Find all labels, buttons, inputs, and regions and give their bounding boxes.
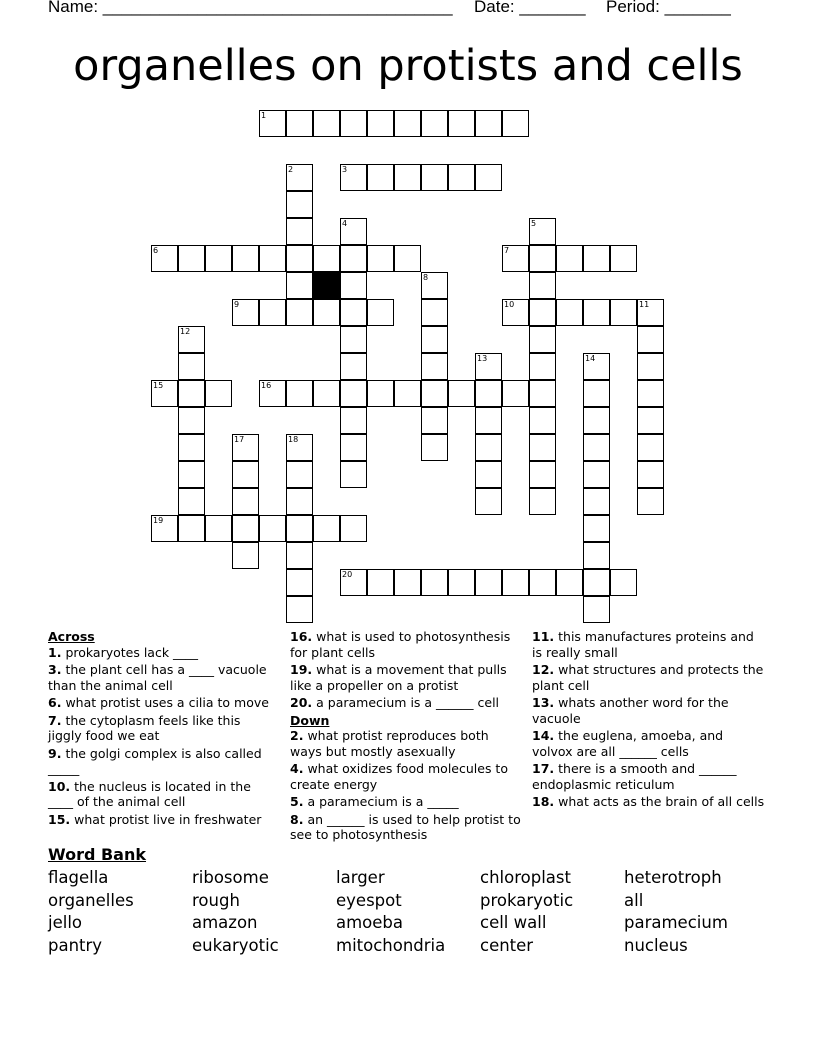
clue-number: 1. [48, 644, 62, 660]
crossword-cell[interactable] [394, 380, 421, 407]
clue-column-1 [48, 629, 273, 829]
across-clue [290, 695, 522, 711]
word-bank-item: nucleus [624, 935, 688, 955]
crossword-cell[interactable] [529, 326, 556, 353]
crossword-cell[interactable] [583, 245, 610, 272]
crossword-cell[interactable] [421, 434, 448, 461]
across-clue [48, 695, 273, 711]
clue-text: what is a movement that pulls like a propeller on a protist [290, 662, 507, 693]
crossword-cell[interactable] [502, 110, 529, 137]
word-bank-item: organelles [48, 890, 134, 910]
clue-number-label: 9 [234, 300, 240, 309]
crossword-cell[interactable] [205, 245, 232, 272]
crossword-cell[interactable] [502, 299, 529, 326]
crossword-cell[interactable] [232, 434, 259, 461]
crossword-cell[interactable] [394, 164, 421, 191]
across-clue [290, 629, 522, 660]
crossword-cell[interactable] [583, 569, 610, 596]
clue-number: 5. [290, 794, 304, 809]
crossword-cell[interactable] [178, 245, 205, 272]
crossword-cell[interactable] [637, 380, 664, 407]
crossword-cell[interactable] [583, 380, 610, 407]
crossword-cell[interactable] [475, 353, 502, 380]
crossword-cell[interactable] [421, 272, 448, 299]
crossword-cell[interactable] [448, 569, 475, 596]
across-clue [48, 662, 273, 693]
down-heading: Down [290, 712, 330, 728]
word-bank-item: amazon [192, 913, 258, 932]
crossword-cell[interactable] [232, 542, 259, 569]
word-bank-item: rough [192, 890, 240, 910]
crossword-cell[interactable] [421, 407, 448, 434]
crossword-cell[interactable] [178, 407, 205, 434]
crossword-cell[interactable] [286, 461, 313, 488]
clue-text: what protist reproduces both ways but mostly asexually [290, 728, 489, 759]
clue-number-label: 8 [423, 273, 429, 282]
word-bank-item: center [480, 935, 534, 955]
crossword-cell[interactable] [340, 218, 367, 245]
crossword-cell[interactable] [286, 110, 313, 137]
word-bank-item: prokaryotic [480, 890, 574, 910]
crossword-cell[interactable] [421, 569, 448, 596]
clue-number: 17. [532, 761, 555, 776]
clue-number-label: 6 [153, 246, 159, 255]
clue-number-label: 14 [585, 354, 596, 363]
crossword-cell[interactable] [583, 434, 610, 461]
crossword-cell[interactable] [178, 380, 205, 407]
crossword-cell[interactable] [394, 245, 421, 272]
crossword-cell[interactable] [232, 515, 259, 542]
clue-number-label: 20 [342, 570, 353, 579]
word-bank-item: paramecium [624, 913, 728, 932]
clue-number-label: 16 [261, 381, 272, 390]
clue-number: 12. [532, 662, 555, 677]
down-clue [290, 761, 522, 792]
crossword-cell[interactable] [583, 515, 610, 542]
down-clue [532, 629, 766, 660]
clue-number-label: 2 [288, 165, 294, 174]
crossword-cell[interactable] [205, 380, 232, 407]
crossword-cell[interactable] [448, 110, 475, 137]
crossword-cell[interactable] [583, 407, 610, 434]
crossword-cell[interactable] [178, 326, 205, 353]
down-clue [290, 812, 522, 843]
crossword-cell[interactable] [259, 515, 286, 542]
name-field-label: Name: _____________________________________ [48, 0, 453, 16]
crossword-cell[interactable] [367, 299, 394, 326]
crossword-cell[interactable] [394, 110, 421, 137]
clue-column-2 [290, 629, 522, 845]
clue-number: 13. [532, 695, 555, 710]
clue-number: 4. [290, 761, 304, 776]
crossword-cell[interactable] [232, 488, 259, 515]
crossword-cell[interactable] [340, 461, 367, 488]
crossword-cell[interactable] [232, 299, 259, 326]
crossword-cell[interactable] [502, 569, 529, 596]
down-clue [532, 728, 766, 759]
crossword-cell[interactable] [529, 380, 556, 407]
clue-text: the plant cell has a ____ vacuole than the animal cell [48, 662, 267, 693]
clue-number: 9. [48, 745, 62, 761]
crossword-cell[interactable] [583, 353, 610, 380]
crossword-cell[interactable] [286, 164, 313, 191]
crossword-cell[interactable] [421, 164, 448, 191]
crossword-cell[interactable] [313, 245, 340, 272]
clue-number: 11. [532, 629, 555, 644]
crossword-cell[interactable] [151, 245, 178, 272]
crossword-cell[interactable] [637, 407, 664, 434]
crossword-cell[interactable] [259, 299, 286, 326]
clue-number: 2. [290, 728, 304, 743]
down-clue [290, 728, 522, 759]
crossword-cell[interactable] [475, 380, 502, 407]
crossword-cell[interactable] [286, 434, 313, 461]
crossword-cell[interactable] [529, 407, 556, 434]
crossword-cell[interactable] [286, 245, 313, 272]
crossword-cell[interactable] [232, 245, 259, 272]
word-bank-item: heterotroph [624, 868, 722, 887]
clue-text: what protist uses a cilia to move [65, 695, 269, 710]
crossword-cell[interactable] [637, 326, 664, 353]
clue-text: an ______ is used to help protist to see to photosynthesis [290, 811, 521, 842]
clue-number-label: 3 [342, 165, 348, 174]
clue-text: the cytoplasm feels like this jiggly food we eat [48, 712, 241, 743]
across-heading: Across [48, 629, 95, 644]
word-bank-item: ribosome [192, 868, 269, 887]
down-clue [532, 794, 766, 810]
word-bank-item: eyespot [336, 890, 402, 910]
word-bank-item: cell wall [480, 913, 547, 932]
clue-text: what oxidizes food molecules to create energy [290, 761, 508, 792]
crossword-cell[interactable] [232, 461, 259, 488]
clue-text: there is a smooth and ______ endoplasmic reticulum [532, 761, 737, 792]
word-bank-item: chloroplast [480, 868, 571, 887]
crossword-cell[interactable] [637, 434, 664, 461]
crossword-cell[interactable] [259, 380, 286, 407]
date-field-label: Date: _______ [474, 0, 586, 16]
clue-number: 8. [290, 811, 304, 827]
crossword-cell[interactable] [637, 299, 664, 326]
clue-number-label: 4 [342, 219, 348, 228]
clue-number-label: 17 [234, 435, 245, 444]
word-bank-item: amoeba [336, 913, 404, 932]
clue-number: 19. [290, 662, 313, 677]
crossword-cell[interactable] [340, 353, 367, 380]
crossword-cell[interactable] [529, 569, 556, 596]
crossword-cell[interactable] [448, 164, 475, 191]
across-clue [48, 812, 273, 828]
crossword-cell[interactable] [529, 461, 556, 488]
crossword-cell[interactable] [421, 299, 448, 326]
crossword-cell[interactable] [583, 461, 610, 488]
crossword-cell[interactable] [637, 488, 664, 515]
crossword-cell[interactable] [340, 272, 367, 299]
crossword-cell[interactable] [448, 380, 475, 407]
down-clue [290, 794, 522, 810]
crossword-cell[interactable] [340, 245, 367, 272]
crossword-cell[interactable] [151, 380, 178, 407]
crossword-cell[interactable] [151, 515, 178, 542]
crossword-cell[interactable] [178, 353, 205, 380]
clue-number: 16. [290, 629, 313, 644]
across-clue [48, 746, 273, 777]
word-bank-item: eukaryotic [192, 935, 279, 955]
clue-number-label: 7 [504, 246, 510, 255]
clue-text: what protist live in freshwater [74, 811, 262, 827]
page-title: organelles on protists and cells [73, 41, 743, 91]
crossword-cell[interactable] [286, 191, 313, 218]
crossword-cell[interactable] [583, 488, 610, 515]
crossword-cell[interactable] [556, 569, 583, 596]
clue-text: this manufactures proteins and is really small [532, 629, 754, 660]
crossword-cell[interactable] [502, 245, 529, 272]
crossword-cell[interactable] [637, 461, 664, 488]
crossword-cell[interactable] [286, 272, 313, 299]
clue-number-label: 12 [180, 327, 191, 336]
clue-text: the euglena, amoeba, and volvox are all ______ cells [532, 728, 724, 759]
crossword-cell[interactable] [529, 272, 556, 299]
crossword-cell[interactable] [529, 245, 556, 272]
crossword-cell[interactable] [340, 434, 367, 461]
crossword-cell[interactable] [313, 299, 340, 326]
crossword-cell[interactable] [610, 569, 637, 596]
clue-text: what structures and protects the plant cell [532, 662, 764, 693]
clue-text: what is used to photosynthesis for plant cells [290, 629, 511, 660]
crossword-cell[interactable] [529, 218, 556, 245]
crossword-cell[interactable] [286, 488, 313, 515]
crossword-cell[interactable] [340, 110, 367, 137]
clue-number: 7. [48, 712, 62, 728]
clue-text: a paramecium is a ______ cell [316, 695, 500, 710]
clue-number-label: 10 [504, 300, 515, 309]
down-clue [532, 761, 766, 792]
clue-text: a paramecium is a _____ [307, 794, 459, 809]
crossword-cell[interactable] [340, 326, 367, 353]
crossword-cell[interactable] [259, 110, 286, 137]
crossword-cell[interactable] [205, 515, 232, 542]
crossword-cell[interactable] [367, 380, 394, 407]
crossword-cell[interactable] [367, 245, 394, 272]
crossword-cell[interactable] [421, 326, 448, 353]
crossword-black-cell [313, 272, 340, 299]
crossword-cell[interactable] [340, 515, 367, 542]
across-clue [48, 645, 273, 661]
crossword-cell[interactable] [367, 164, 394, 191]
crossword-cell[interactable] [529, 434, 556, 461]
crossword-cell[interactable] [475, 461, 502, 488]
crossword-cell[interactable] [475, 164, 502, 191]
across-clue [48, 713, 273, 744]
crossword-cell[interactable] [421, 353, 448, 380]
crossword-cell[interactable] [340, 164, 367, 191]
crossword-cell[interactable] [421, 110, 448, 137]
crossword-cell[interactable] [637, 353, 664, 380]
crossword-cell[interactable] [556, 299, 583, 326]
crossword-cell[interactable] [313, 515, 340, 542]
crossword-cell[interactable] [556, 245, 583, 272]
crossword-cell[interactable] [529, 299, 556, 326]
clue-number: 18. [532, 794, 555, 809]
word-bank-item: mitochondria [336, 935, 446, 955]
crossword-cell[interactable] [178, 488, 205, 515]
across-clue [290, 662, 522, 693]
crossword-cell[interactable] [340, 380, 367, 407]
clue-column-3 [532, 629, 766, 812]
crossword-cell[interactable] [475, 488, 502, 515]
crossword-cell[interactable] [340, 299, 367, 326]
crossword-cell[interactable] [340, 569, 367, 596]
word-bank-item: larger [336, 868, 385, 887]
clue-number-label: 11 [639, 300, 650, 309]
crossword-cell[interactable] [475, 434, 502, 461]
clue-number-label: 5 [531, 219, 537, 228]
crossword-cell[interactable] [529, 488, 556, 515]
clue-number: 10. [48, 778, 71, 794]
period-field-label: Period: _______ [606, 0, 731, 16]
crossword-cell[interactable] [502, 380, 529, 407]
crossword-cell[interactable] [475, 110, 502, 137]
clue-text: prokaryotes lack ____ [65, 644, 199, 660]
clue-number: 14. [532, 728, 555, 743]
crossword-cell[interactable] [178, 461, 205, 488]
crossword-cell[interactable] [475, 569, 502, 596]
clue-text: whats another word for the vacuole [532, 695, 729, 726]
crossword-cell[interactable] [421, 380, 448, 407]
across-clue [48, 779, 273, 810]
crossword-cell[interactable] [313, 380, 340, 407]
down-clue [532, 662, 766, 693]
crossword-cell[interactable] [286, 380, 313, 407]
clue-number-label: 13 [477, 354, 488, 363]
word-bank-item: flagella [48, 868, 109, 887]
crossword-cell[interactable] [286, 569, 313, 596]
crossword-cell[interactable] [394, 569, 421, 596]
crossword-cell[interactable] [610, 245, 637, 272]
word-bank-item: all [624, 890, 644, 910]
clue-number-label: 19 [153, 516, 164, 525]
crossword-cell[interactable] [583, 596, 610, 623]
clue-number: 20. [290, 695, 313, 710]
clue-number: 6. [48, 695, 62, 710]
crossword-cell[interactable] [286, 515, 313, 542]
crossword-cell[interactable] [259, 245, 286, 272]
clue-number: 15. [48, 811, 71, 827]
crossword-cell[interactable] [583, 542, 610, 569]
crossword-cell[interactable] [178, 515, 205, 542]
clue-number-label: 15 [153, 381, 164, 390]
word-bank-item: jello [48, 913, 82, 932]
crossword-cell[interactable] [313, 110, 340, 137]
crossword-cell[interactable] [367, 569, 394, 596]
crossword-cell[interactable] [475, 407, 502, 434]
clue-text: the golgi complex is also called _____ [48, 745, 262, 776]
clue-text: the nucleus is located in the ____ of the animal cell [48, 778, 251, 809]
crossword-cell[interactable] [286, 542, 313, 569]
word-bank-title: Word Bank [48, 845, 147, 864]
down-clue [532, 695, 766, 726]
crossword-cell[interactable] [610, 299, 637, 326]
crossword-cell[interactable] [340, 407, 367, 434]
crossword-cell[interactable] [286, 218, 313, 245]
crossword-cell[interactable] [286, 596, 313, 623]
clue-number-label: 18 [288, 435, 299, 444]
crossword-cell[interactable] [529, 353, 556, 380]
word-bank-item: pantry [48, 935, 103, 955]
clue-number: 3. [48, 662, 62, 677]
crossword-cell[interactable] [178, 434, 205, 461]
crossword-cell[interactable] [367, 110, 394, 137]
crossword-cell[interactable] [583, 299, 610, 326]
clue-text: what acts as the brain of all cells [558, 794, 765, 809]
clue-number-label: 1 [261, 111, 267, 120]
crossword-cell[interactable] [286, 299, 313, 326]
